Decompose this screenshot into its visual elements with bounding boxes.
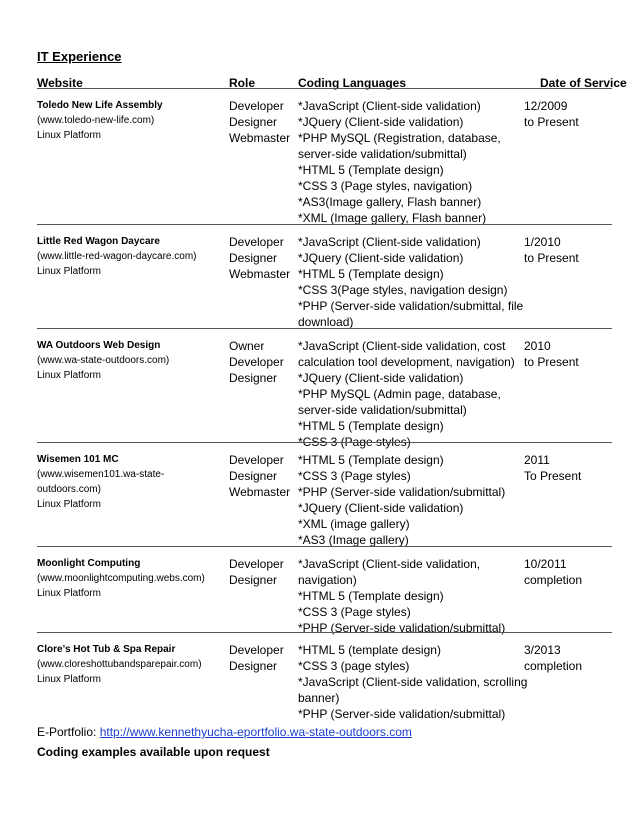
date-line: to Present (524, 355, 579, 369)
role-line: Owner (229, 339, 265, 353)
language-line: download) (298, 315, 354, 329)
date-line: to Present (524, 251, 579, 265)
language-line: *PHP (Server-side validation/submittal) (298, 707, 506, 721)
role-line: Designer (229, 251, 278, 265)
date-cell (524, 642, 582, 674)
section-title: IT Experience (37, 49, 122, 64)
role-cell (229, 234, 290, 282)
language-line: *AS3(Image gallery, Flash banner) (298, 195, 482, 209)
portfolio-label: E-Portfolio: (37, 725, 100, 739)
website-name: Clore’s Hot Tub & Spa Repair (37, 644, 176, 655)
language-line: *CSS 3 (Page styles, navigation) (298, 179, 473, 193)
role-cell (229, 452, 290, 500)
role-line: Developer (229, 235, 284, 249)
website-name: Moonlight Computing (37, 558, 141, 569)
language-line: calculation tool development, navigation) (298, 355, 515, 369)
languages-cell (298, 556, 505, 636)
header-website: Website (37, 76, 83, 90)
language-line: *PHP (Server-side validation/submittal, file (298, 299, 524, 313)
language-line: server-side validation/submittal) (298, 147, 467, 161)
language-line: *JQuery (Client-side validation) (298, 371, 464, 385)
role-line: Developer (229, 99, 284, 113)
website-cell (37, 452, 164, 512)
role-line: Designer (229, 573, 278, 587)
website-url: (www.wa-state-outdoors.com) (37, 355, 170, 366)
website-cell (37, 556, 205, 601)
website-platform: Linux Platform (37, 266, 101, 277)
table-row (37, 546, 612, 633)
website-cell (37, 642, 202, 687)
language-line: *PHP MySQL (Admin page, database, (298, 387, 501, 401)
table-row (37, 88, 612, 225)
language-line: *CSS 3 (Page styles) (298, 469, 411, 483)
language-line: *HTML 5 (Template design) (298, 419, 444, 433)
website-name: WA Outdoors Web Design (37, 340, 161, 351)
language-line: *HTML 5 (Template design) (298, 163, 444, 177)
website-name: Wisemen 101 MC (37, 454, 119, 465)
language-line: *JavaScript (Client-side validation, cost (298, 339, 506, 353)
website-cell (37, 338, 169, 383)
table-row (37, 224, 612, 329)
language-line: *HTML 5 (template design) (298, 643, 441, 657)
portfolio-line (37, 725, 412, 739)
website-url: outdoors.com) (37, 484, 101, 495)
role-cell (229, 98, 290, 146)
languages-cell (298, 338, 515, 450)
date-cell (524, 234, 579, 266)
website-url: (www.little-red-wagon-daycare.com) (37, 251, 197, 262)
website-url: (www.wisemen101.wa-state- (37, 469, 165, 480)
role-line: Designer (229, 371, 278, 385)
date-line: 1/2010 (524, 235, 561, 249)
date-cell (524, 556, 582, 588)
role-line: Developer (229, 453, 284, 467)
coding-examples-note: Coding examples available upon request (37, 745, 270, 759)
website-platform: Linux Platform (37, 130, 101, 141)
languages-cell (298, 234, 523, 330)
date-cell (524, 338, 579, 370)
date-line: to Present (524, 115, 579, 129)
header-role: Role (229, 76, 256, 90)
language-line: *JavaScript (Client-side validation) (298, 235, 481, 249)
language-line: *HTML 5 (Template design) (298, 589, 444, 603)
website-platform: Linux Platform (37, 499, 101, 510)
language-line: *CSS 3(Page styles, navigation design) (298, 283, 508, 297)
language-line: *HTML 5 (Template design) (298, 267, 444, 281)
date-line: 3/2013 (524, 643, 561, 657)
header-date: Date of Service (540, 76, 627, 90)
language-line: *JQuery (Client-side validation) (298, 501, 464, 515)
language-line: *XML (Image gallery, Flash banner) (298, 211, 487, 225)
website-platform: Linux Platform (37, 588, 101, 599)
role-line: Developer (229, 557, 284, 571)
date-cell (524, 98, 579, 130)
role-line: Designer (229, 659, 278, 673)
language-line: *CSS 3 (Page styles) (298, 605, 411, 619)
language-line: *CSS 3 (Page styles) (298, 435, 411, 449)
header-languages: Coding Languages (298, 76, 406, 90)
website-cell (37, 234, 197, 279)
language-line: *HTML 5 (Template design) (298, 453, 444, 467)
date-line: 2011 (524, 453, 550, 467)
role-line: Webmaster (229, 131, 291, 145)
language-line: *PHP (Server-side validation/submittal) (298, 485, 506, 499)
language-line: *CSS 3 (page styles) (298, 659, 410, 673)
date-line: completion (524, 573, 583, 587)
table-row (37, 442, 612, 547)
role-cell (229, 642, 284, 674)
language-line: navigation) (298, 573, 357, 587)
language-line: *PHP (Server-side validation/submittal) (298, 621, 506, 635)
language-line: *AS3 (Image gallery) (298, 533, 409, 547)
languages-cell (298, 642, 527, 722)
role-cell (229, 556, 284, 588)
website-url: (www.toledo-new-life.com) (37, 115, 155, 126)
role-cell (229, 338, 284, 386)
language-line: *JavaScript (Client-side validation) (298, 99, 481, 113)
date-line: 12/2009 (524, 99, 568, 113)
role-line: Developer (229, 643, 284, 657)
language-line: *JavaScript (Client-side validation, scrolling (298, 675, 528, 689)
language-line: server-side validation/submittal) (298, 403, 467, 417)
table-row (37, 632, 612, 721)
language-line: banner) (298, 691, 340, 705)
language-line: *JQuery (Client-side validation) (298, 251, 464, 265)
website-platform: Linux Platform (37, 674, 101, 685)
languages-cell (298, 452, 505, 548)
languages-cell (298, 98, 501, 226)
portfolio-link[interactable]: http://www.kennethyucha-eportfolio.wa-state-outdoors.com (99, 725, 412, 739)
website-cell (37, 98, 163, 143)
website-url: (www.cloreshottubandsparepair.com) (37, 659, 202, 670)
role-line: Webmaster (229, 485, 291, 499)
date-line: 2010 (524, 339, 551, 353)
language-line: *PHP MySQL (Registration, database, (298, 131, 501, 145)
language-line: *JavaScript (Client-side validation, (298, 557, 481, 571)
website-name: Little Red Wagon Daycare (37, 236, 160, 247)
date-cell (524, 452, 581, 484)
date-line: To Present (524, 469, 582, 483)
website-name: Toledo New Life Assembly (37, 100, 163, 111)
website-url: (www.moonlightcomputing.webs.com) (37, 573, 205, 584)
date-line: completion (524, 659, 583, 673)
role-line: Webmaster (229, 267, 291, 281)
website-platform: Linux Platform (37, 370, 101, 381)
date-line: 10/2011 (524, 557, 567, 571)
table-row (37, 328, 612, 449)
role-line: Designer (229, 469, 278, 483)
role-line: Developer (229, 355, 284, 369)
language-line: *JQuery (Client-side validation) (298, 115, 464, 129)
role-line: Designer (229, 115, 278, 129)
language-line: *XML (image gallery) (298, 517, 410, 531)
